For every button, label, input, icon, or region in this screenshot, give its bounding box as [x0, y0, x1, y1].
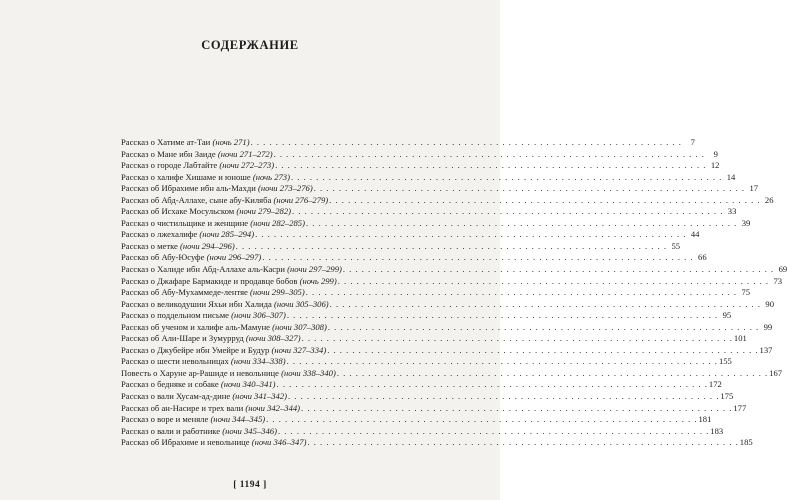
toc-entry [121, 437, 753, 449]
toc-entry-nights: (ночи 341–342) [232, 391, 287, 402]
toc-entry [121, 287, 751, 299]
toc-entry-story: Рассказ об ученом и халифе аль-Мамуне [121, 321, 270, 332]
toc-entry [121, 333, 747, 345]
toc-leader-dots [277, 379, 708, 391]
toc-leader-dots [292, 206, 723, 218]
toc-entry [121, 252, 707, 264]
toc-entry-nights: (ночи 306–307) [231, 310, 286, 321]
toc-entry-page: 90 [765, 298, 774, 309]
toc-entry-nights: (ночи 297–299) [287, 264, 342, 275]
toc-entry-story: Рассказ о воре и меняле [121, 414, 209, 425]
toc-entry-story: Рассказ об ан-Насире и трех вали [121, 402, 244, 413]
toc-entry-story: Рассказ об Али-Шаре и Зумурруд [121, 333, 244, 344]
toc-entry-nights: (ночи 305–306) [273, 298, 329, 309]
toc-entry-page: 155 [718, 356, 732, 367]
toc-entry-story: Рассказ о бедняке и собаке [121, 379, 219, 390]
toc-entry-title [121, 368, 336, 380]
toc-entry-nights: (ночи 294–296) [180, 240, 235, 251]
toc-entry-title [121, 414, 265, 426]
toc-entry-story: Рассказ о Джубейре ибн Умейре и Будур [121, 344, 270, 355]
toc-entry-nights: (ночи 346–347) [251, 437, 307, 448]
toc-entry-nights: (ночи 276–279) [273, 194, 329, 205]
toc-entry-title [121, 379, 276, 391]
toc-entry-title [121, 276, 337, 288]
toc-entry [121, 240, 681, 253]
toc-entry [121, 148, 718, 161]
toc-entry [121, 367, 783, 380]
toc-entry-nights: (ночи 308–327) [245, 333, 301, 344]
toc-entry-nights: (ночи 334–338) [230, 356, 286, 367]
toc-entry-page: 9 [713, 148, 718, 159]
toc-entry [121, 137, 695, 149]
toc-entry-nights: (ночи 338–340) [281, 367, 336, 378]
toc-entry-title [121, 195, 328, 207]
toc-leader-dots [278, 426, 709, 438]
table-of-contents [121, 137, 787, 449]
toc-leader-dots [262, 252, 693, 264]
toc-entry-nights: (ночи 344–345) [210, 414, 266, 425]
toc-entry-story: Рассказ о метке [121, 240, 178, 251]
toc-entry-story: Рассказ о городе Лабтайте [121, 160, 218, 171]
toc-entry-story: Рассказ об Ибрахиме ибн аль-Махди [121, 183, 256, 194]
toc-entry [121, 264, 787, 276]
toc-entry-story: Рассказ о чистильщике и женщине [121, 217, 249, 228]
toc-leader-dots [301, 403, 732, 415]
toc-entry [121, 356, 732, 368]
toc-entry-page: 95 [722, 310, 732, 321]
toc-entry-title [121, 322, 327, 334]
toc-entry-title [121, 252, 261, 264]
toc-entry-page: 75 [741, 287, 751, 298]
toc-entry-story: Рассказ о Халиде ибн Абд-Аллахе аль-Касри [121, 264, 286, 275]
toc-entry-page: 181 [698, 414, 712, 425]
toc-entry-page: 137 [759, 344, 773, 355]
toc-entry-title [121, 310, 286, 322]
toc-entry-page: 55 [671, 240, 681, 251]
toc-leader-dots [288, 391, 719, 403]
toc-leader-dots [306, 287, 737, 299]
toc-entry-nights: (ночи 282–285) [250, 217, 305, 228]
toc-leader-dots [302, 333, 733, 345]
toc-leader-dots [306, 218, 737, 230]
toc-leader-dots [330, 299, 761, 311]
toc-entry [121, 194, 774, 207]
toc-entry-nights: (ночи 307–308) [272, 321, 327, 332]
toc-entry-nights: (ночь 299) [299, 275, 337, 286]
toc-entry-story: Рассказ об Исхаке Мосульском [121, 206, 235, 217]
toc-entry-title [121, 437, 306, 449]
toc-entry-title [121, 299, 329, 311]
toc-entry-page: 44 [690, 229, 700, 240]
toc-entry-title [121, 206, 291, 218]
toc-leader-dots [287, 310, 718, 322]
toc-entry-page: 167 [769, 367, 783, 378]
toc-entry-nights: (ночи 342–344) [245, 402, 301, 413]
toc-entry [121, 183, 759, 195]
toc-entry-title [121, 287, 305, 299]
toc-entry-story: Рассказ о поддельном письме [121, 310, 229, 321]
toc-entry-page: 39 [741, 217, 751, 228]
toc-entry [121, 160, 720, 172]
toc-leader-dots [274, 149, 705, 161]
toc-entry-page: 99 [763, 321, 773, 332]
toc-entry-page: 7 [690, 137, 695, 147]
toc-entry-nights: (ночи 327–334) [271, 344, 327, 355]
toc-leader-dots [251, 137, 682, 149]
toc-entry-story: Рассказ об Абд-Аллахе, сыне абу-Киляба [121, 194, 272, 205]
toc-entry-story: Рассказ о великодушии Яхьи ибн Халида [121, 298, 272, 309]
toc-entry-nights: (ночи 271–272) [217, 148, 273, 159]
toc-entry-title [121, 403, 300, 415]
toc-entry-nights: (ночи 345–346) [222, 425, 277, 436]
toc-entry-title [121, 333, 301, 345]
toc-entry-story: Рассказ об Абу-Юсуфе [121, 252, 205, 263]
toc-entry-story: Рассказ о вали и работнике [121, 425, 221, 436]
toc-leader-dots [329, 195, 760, 207]
toc-entry [121, 229, 700, 241]
toc-entry-nights: (ночи 285–294) [199, 229, 255, 240]
toc-entry-story: Рассказ о халифе Хишаме и юноше [121, 171, 251, 182]
toc-entry-title [121, 183, 313, 195]
toc-entry-page: 69 [778, 264, 787, 275]
toc-entry [121, 206, 737, 218]
toc-entry [121, 414, 712, 426]
toc-entry-title [121, 345, 326, 357]
toc-entry [121, 425, 724, 438]
page-title: СОДЕРЖАНИЕ [201, 38, 299, 52]
toc-entry-story: Рассказ о вали Хусам-ад-дине [121, 391, 231, 402]
page-number: [ 1194 ] [233, 480, 267, 490]
toc-entry-page: 175 [720, 391, 734, 402]
toc-entry-title [121, 229, 254, 241]
toc-entry-nights: (ночь 271) [212, 137, 250, 147]
toc-entry-title [121, 356, 286, 368]
toc-entry-page: 12 [710, 160, 720, 171]
toc-entry-nights: (ночи 296–297) [206, 252, 262, 263]
toc-entry-story: Рассказ об Абу-Мухаммеде-лентяе [121, 287, 248, 298]
toc-entry-story: Повесть о Харуне ар-Рашиде и невольнице [121, 367, 279, 378]
toc-entry [121, 391, 734, 403]
toc-entry-nights: (ночи 272–273) [219, 160, 275, 171]
toc-entry-nights: (ночи 299–305) [250, 287, 305, 298]
toc-entry-story: Рассказ о Джафаре Бармакиде и продавце бобов [121, 275, 298, 286]
toc-entry-story: Рассказ о Хатиме ат-Таи [121, 137, 211, 147]
toc-leader-dots [337, 368, 768, 380]
toc-leader-dots [291, 172, 722, 184]
toc-entry-story: Рассказ о Мане ибн Заиде [121, 148, 216, 159]
toc-entry-story: Рассказ об Ибрахиме и невольнице [121, 437, 250, 448]
toc-leader-dots [307, 437, 738, 449]
toc-entry [121, 344, 773, 357]
toc-entry-story: Рассказ о шести невольницах [121, 356, 229, 367]
toc-entry [121, 275, 783, 288]
toc-leader-dots [343, 264, 774, 276]
toc-leader-dots [275, 160, 706, 172]
toc-leader-dots [314, 183, 745, 195]
toc-entry-nights: (ночи 273–276) [258, 183, 313, 194]
toc-entry-page: 26 [764, 194, 774, 205]
toc-entry-title [121, 172, 290, 184]
toc-entry-nights: (ночи 279–282) [236, 206, 292, 217]
toc-leader-dots [255, 229, 686, 241]
toc-leader-dots [338, 276, 769, 288]
toc-entry-title [121, 426, 277, 438]
toc-entry [121, 402, 747, 415]
toc-leader-dots [327, 345, 758, 357]
toc-entry-title [121, 241, 235, 253]
toc-entry-title [121, 218, 305, 230]
toc-entry-nights: (ночи 340–341) [220, 379, 276, 390]
toc-entry-page: 183 [710, 425, 724, 436]
toc-entry [121, 217, 751, 230]
toc-entry [121, 379, 722, 391]
toc-entry-title [121, 149, 273, 161]
toc-entry-page: 17 [749, 183, 759, 194]
toc-leader-dots [236, 241, 667, 253]
toc-leader-dots [266, 414, 697, 426]
toc-entry [121, 298, 774, 311]
toc-entry-title [121, 391, 287, 403]
toc-entry-page: 73 [773, 275, 783, 286]
toc-entry [121, 310, 732, 322]
toc-entry-page: 185 [739, 437, 753, 448]
toc-entry-page: 33 [727, 206, 737, 217]
toc-entry-page: 14 [726, 171, 736, 182]
toc-entry-page: 66 [698, 252, 707, 263]
toc-entry-page: 172 [708, 379, 722, 390]
toc-entry-page: 177 [733, 402, 747, 413]
toc-entry-page: 101 [733, 333, 747, 344]
toc-entry [121, 171, 736, 184]
toc-entry-title [121, 137, 250, 149]
toc-entry [121, 321, 773, 334]
toc-entry-title [121, 160, 274, 172]
toc-leader-dots [287, 356, 718, 368]
toc-entry-nights: (ночь 273) [252, 171, 290, 182]
toc-entry-title [121, 264, 342, 276]
toc-entry-story: Рассказ о лжехалифе [121, 229, 198, 240]
toc-leader-dots [328, 322, 759, 334]
